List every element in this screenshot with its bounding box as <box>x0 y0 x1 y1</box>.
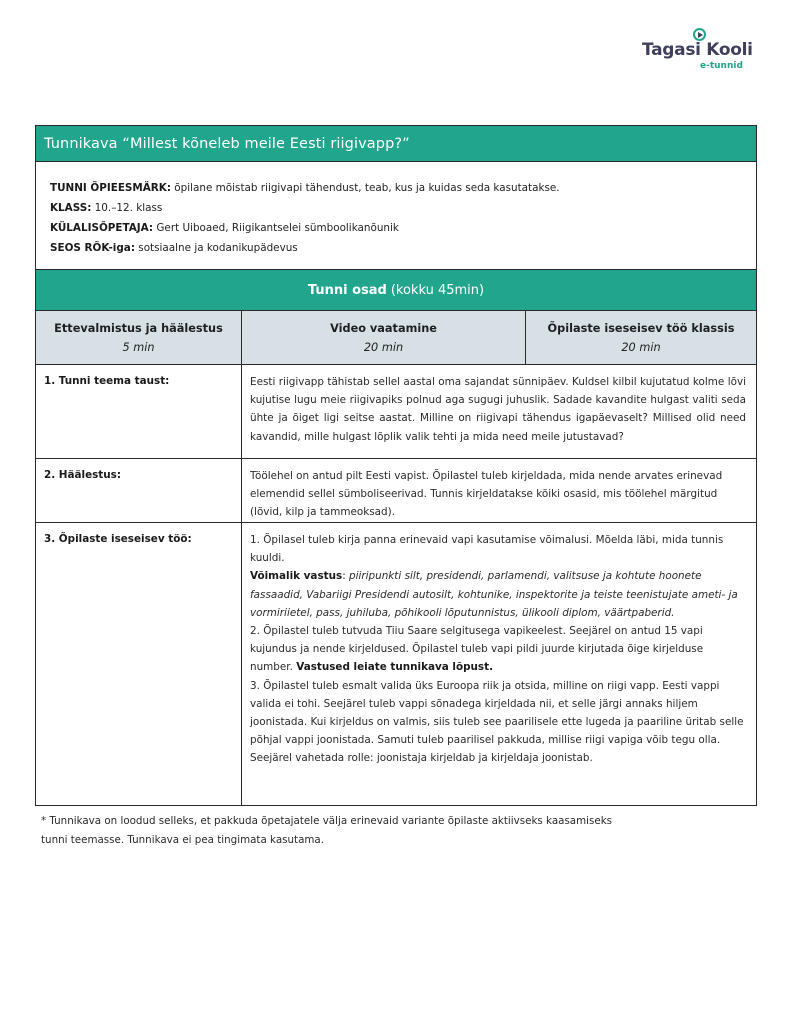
row-content <box>242 365 756 458</box>
lesson-plan-table <box>35 125 757 806</box>
part-time: 5 min <box>122 340 155 354</box>
footnote-line: * Tunnikava on loodud selleks, et pakkuda õpetajatele välja erinevaid variante õpilaste aktiivseks kaasamiseks <box>41 815 613 827</box>
possible-answer: Võimalik vastus: piiripunkti silt, presidendi, parlamendi, valitsuse ja kohtute hoonete fassaadid, Vabariigi Presidendi autosilt, kohtunike, inspektorite ja teiste teenistujate ameti- ja vormiriietel, pass, juhiluba, põhikooli lõputunnistus, ülikooli diplom, väärtpaberid. <box>250 570 738 619</box>
table-row-independent-work <box>36 523 756 805</box>
lesson-parts-duration: (kokku 45min) <box>390 282 485 298</box>
possible-answer-text: piiripunkti silt, presidendi, parlamendi, valitsuse ja kohtute hoonete fassaadid, Vabariigi Presidendi autosilt, kohtunike, inspektorite ja teiste teenistujate ameti- ja vormiriietel, pass, juhiluba, põhikooli lõputunnistus, ülikooli diplom, väärtpaberid. <box>250 570 738 619</box>
part-title: Video vaatamine <box>330 321 437 335</box>
lesson-parts-header-row <box>36 311 756 365</box>
part-title: Ettevalmistus ja häälestus <box>54 321 223 335</box>
task-1-text: 1. Õpilasel tuleb kirja panna erinevaid vapi kasutamise võimalusi. Mõelda läbi, mida tunnis kuuldi. <box>250 534 724 565</box>
lesson-plan-title-bar <box>36 126 756 162</box>
footnote <box>41 812 741 850</box>
info-label: KLASS: <box>50 202 92 214</box>
row-content <box>242 459 756 522</box>
row-label: 3. Õpilaste iseseisev töö: <box>36 523 242 805</box>
row-text: Eesti riigivapp tähistab sellel aastal oma sajandat sünnipäev. Kuldsel kilbil kujutatud kolme lõvi kujutise lugu meie riigivapiks polnud aga sugugi juhuslik. Sadade kavandite hulgast valiti seda ühte ja õiget ligi seitse aastat. Milline on riigivapi tähendus igapäevaselt? Millised olid need kavandid, mille hulgast lõplik valik tehti ja mida need meile jutustavad? <box>250 376 746 443</box>
lesson-plan-title: Tunnikava “Millest kõneleb meile Eesti riigivapp?” <box>44 135 410 152</box>
table-row-topic-background <box>36 365 756 459</box>
part-header-independent-work <box>526 311 756 364</box>
lesson-parts-bar <box>36 270 756 311</box>
logo-subtitle: e-tunnid <box>700 61 743 71</box>
row-text: Töölehel on antud pilt Eesti vapist. Õpilastel tuleb kirjeldada, mida nende arvates erinevad elemendid sellel sümboliseerivad. Tunnis kirjeldatakse kõiki osasid, mis töölehel märgitud (lõvid, kilp ja tammeoksad). <box>250 470 723 519</box>
task-3-text: 3. Õpilastel tuleb esmalt valida üks Euroopa riik ja otsida, milline on riigi vapp. Eesti vappi valida ei tohi. Seejärel tuleb vappi sõnadega kirjeldada nii, et selle järgi annaks hiljem joonistada. Kui kirjeldus on valmis, siis tuleb see paarilisele ette lugeda ja paariline üritab selle põhjal vappi joonistada. Samuti tuleb paarilisel pakkuda, millise riigi vapiga võib tegu olla. Seejärel vahetada rolle: joonistaja kirjeldab ja kirjeldaja joonistab. <box>250 679 744 765</box>
info-label: KÜLALISÕPETAJA: <box>50 222 154 234</box>
logo-title: Tagasi Kooli <box>642 40 753 60</box>
tagasi-kooli-logo <box>640 28 770 88</box>
part-title: Õpilaste iseseisev töö klassis <box>547 321 735 335</box>
row-label: 1. Tunni teema taust: <box>36 365 242 458</box>
info-value: sotsiaalne ja kodanikupädevus <box>134 242 298 254</box>
task-2-answers-note: Vastused leiate tunnikava lõpust. <box>296 661 494 674</box>
footnote-line: tunni teemasse. Tunnikava ei pea tingimata kasutama. <box>41 834 324 846</box>
part-header-preparation <box>36 311 242 364</box>
info-value: õpilane mõistab riigivapi tähendust, teab, kus ja kuidas seda kasutatakse. <box>170 182 560 194</box>
info-label: SEOS RÕK-iga: <box>50 242 135 254</box>
info-class <box>50 198 742 218</box>
table-row-warmup <box>36 459 756 523</box>
row-content <box>242 523 756 805</box>
row-label: 2. Häälestus: <box>36 459 242 522</box>
part-time: 20 min <box>363 340 404 354</box>
info-value: Gert Uiboaed, Riigikantselei sümboolikanõunik <box>153 222 399 234</box>
info-curriculum-link <box>50 238 742 258</box>
task-2-text <box>250 622 746 677</box>
part-time: 20 min <box>621 340 661 354</box>
lesson-parts-title: Tunni osad <box>307 282 387 298</box>
possible-answer-label: Võimalik vastus <box>250 570 343 583</box>
task-2-body: 2. Õpilastel tuleb tutvuda Tiiu Saare selgitusega vapikeelest. Seejärel on antud 15 vapi kujundus ja nende kirjeldused. Õpilastel tuleb vapi pildi juurde kirjutada õige kirjelduse number. <box>250 625 704 674</box>
info-label: TUNNI ÕPIEESMÄRK: <box>50 182 171 194</box>
info-learning-goal <box>50 178 742 198</box>
info-value: 10.–12. klass <box>91 202 163 214</box>
info-guest-teacher <box>50 218 742 238</box>
part-header-video <box>242 311 526 364</box>
lesson-info <box>36 162 756 270</box>
